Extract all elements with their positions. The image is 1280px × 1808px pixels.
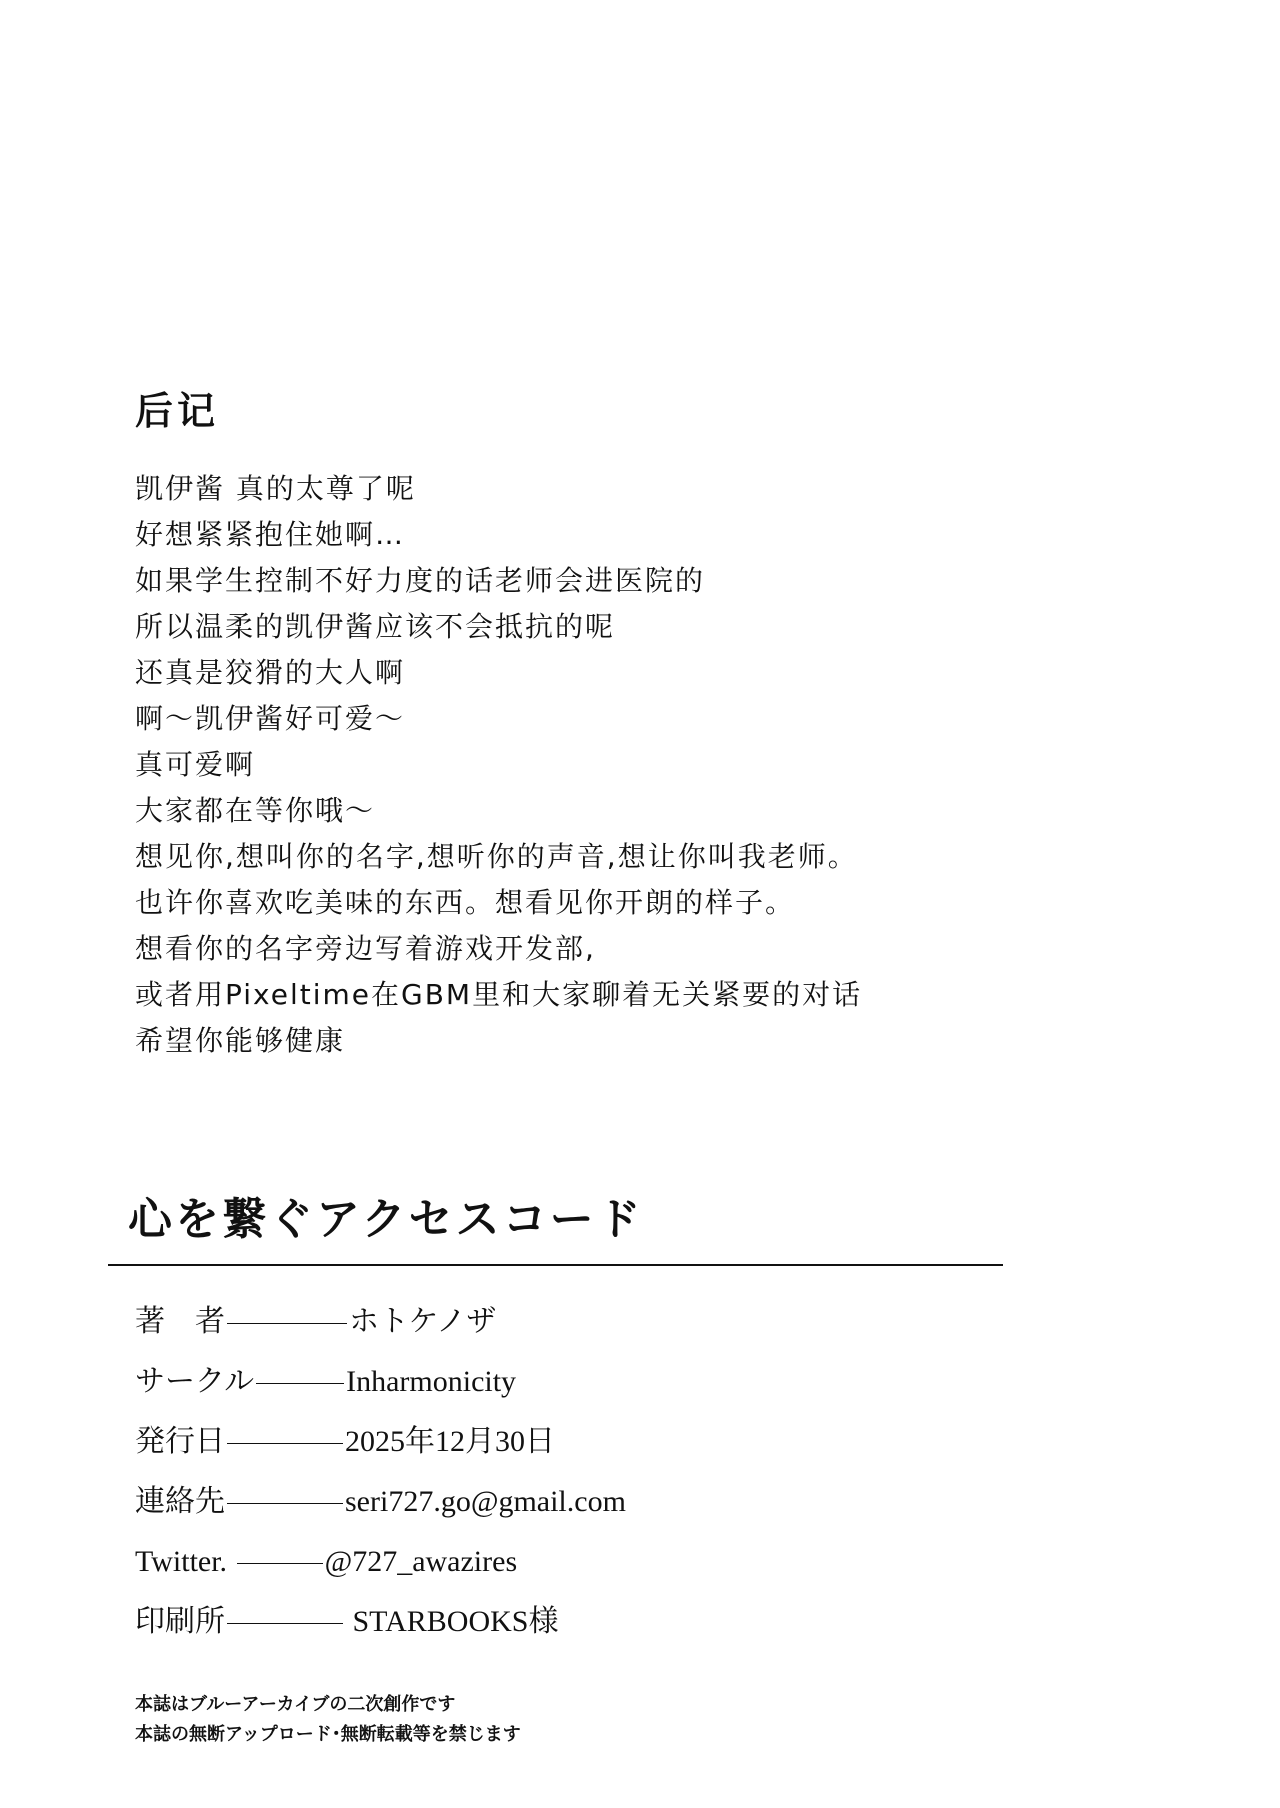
printer-label: 印刷所 (135, 1605, 225, 1638)
afterword-line: 凯伊酱 真的太尊了呢 (135, 472, 416, 505)
contact-value: seri727.go@gmail.com (345, 1485, 626, 1518)
date-label: 発行日 (135, 1425, 225, 1458)
leader-dash (227, 1503, 343, 1504)
afterword-line: 大家都在等你哦～ (135, 794, 376, 827)
copyright-notes (135, 1690, 521, 1750)
colophon-row-author (135, 1292, 1008, 1352)
afterword-section (135, 386, 1135, 1064)
colophon-row-contact (135, 1472, 1008, 1532)
leader-dash (227, 1443, 343, 1444)
date-value: 2025年12月30日 (345, 1425, 555, 1458)
leader-dash (227, 1323, 347, 1324)
twitter-value: @727_awazires (324, 1545, 518, 1578)
no-reupload-note: 本誌の無断アップロード･無断転載等を禁じます (135, 1724, 521, 1745)
twitter-label: Twitter. (135, 1545, 235, 1578)
author-label: 著 者 (135, 1305, 225, 1338)
afterword-line: 也许你喜欢吃美味的东西。想看见你开朗的样子。 (135, 886, 796, 919)
afterword-line: 所以温柔的凯伊酱应该不会抵抗的呢 (135, 610, 616, 643)
colophon-list (108, 1292, 1008, 1652)
leader-dash (227, 1623, 343, 1624)
colophon-row-printer (135, 1592, 1008, 1652)
contact-label: 連絡先 (135, 1485, 225, 1518)
book-title: 心を繋ぐアクセスコード (128, 1194, 644, 1245)
afterword-line: 真可爱啊 (135, 748, 256, 781)
afterword-lines (135, 466, 1135, 1064)
leader-dash (237, 1563, 323, 1564)
afterword-line: 如果学生控制不好力度的话老师会进医院的 (135, 564, 706, 597)
leader-dash (256, 1383, 344, 1384)
colophon-row-circle (135, 1352, 1008, 1412)
colophon-row-date (135, 1412, 1008, 1472)
title-divider (108, 1264, 1003, 1266)
afterword-line: 想见你,想叫你的名字,想听你的声音,想让你叫我老师。 (135, 840, 858, 873)
circle-label: サークル (135, 1365, 255, 1398)
afterword-line: 希望你能够健康 (135, 1024, 346, 1057)
fan-work-note: 本誌はブルーアーカイブの二次創作です (135, 1694, 456, 1715)
printer-value: STARBOOKS様 (345, 1605, 559, 1638)
afterword-title: 后记 (135, 389, 220, 433)
circle-value: Inharmonicity (346, 1365, 517, 1398)
colophon-section (108, 1188, 1008, 1652)
afterword-line: 想看你的名字旁边写着游戏开发部, (135, 932, 596, 965)
afterword-line: 还真是狡猾的大人啊 (135, 656, 406, 689)
afterword-line: 或者用Pixeltime在GBM里和大家聊着无关紧要的对话 (135, 978, 863, 1011)
afterword-line: 好想紧紧抱住她啊… (135, 518, 406, 551)
colophon-row-twitter (135, 1532, 1008, 1592)
afterword-line: 啊～凯伊酱好可爱～ (135, 702, 406, 735)
author-value: ホトケノザ (349, 1305, 497, 1338)
